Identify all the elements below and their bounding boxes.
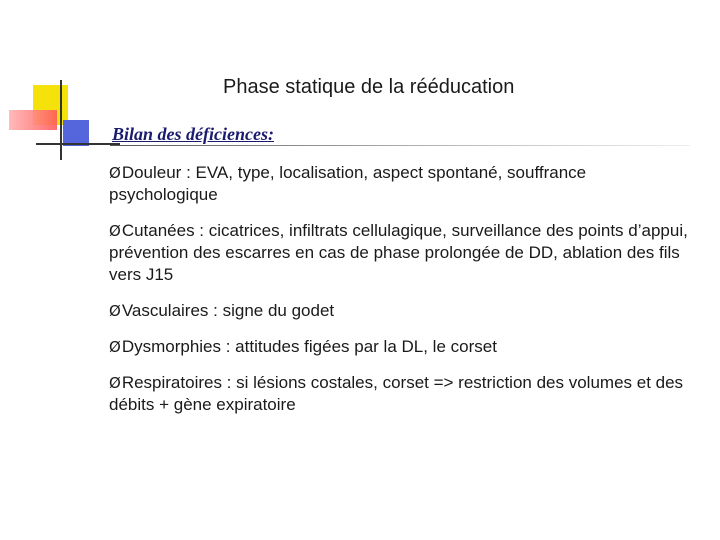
arrow-bullet-icon: Ø — [109, 302, 121, 320]
bullet-text: Vasculaires : signe du godet — [121, 301, 335, 320]
arrow-bullet-icon: Ø — [109, 374, 121, 392]
list-item — [109, 300, 689, 322]
title-divider — [110, 145, 690, 146]
list-item — [109, 372, 689, 416]
arrow-bullet-icon: Ø — [109, 164, 121, 182]
arrow-bullet-icon: Ø — [109, 222, 121, 240]
decorative-logo — [0, 0, 120, 170]
section-subtitle: Bilan des déficiences: — [112, 124, 274, 144]
bullet-list — [109, 162, 689, 430]
horizontal-line — [36, 143, 120, 145]
list-item — [109, 162, 689, 206]
list-item — [109, 336, 689, 358]
pink-bar — [9, 110, 57, 130]
vertical-line — [60, 80, 62, 160]
bullet-text: Douleur : EVA, type, localisation, aspect spontané, souffrance psychologique — [109, 163, 587, 204]
bullet-text: Dysmorphies : attitudes figées par la DL, le corset — [121, 337, 497, 356]
arrow-bullet-icon: Ø — [109, 338, 121, 356]
slide-title: Phase statique de la rééducation — [223, 76, 515, 98]
bullet-text: Respiratoires : si lésions costales, corset => restriction des volumes et des débits + gène expiratoire — [109, 373, 684, 414]
bullet-text: Cutanées : cicatrices, infiltrats cellulagique, surveillance des points d’appui, prévention des escarres en cas de phase prolongée de DD, ablation des fils vers J15 — [109, 221, 688, 284]
list-item — [109, 220, 689, 286]
